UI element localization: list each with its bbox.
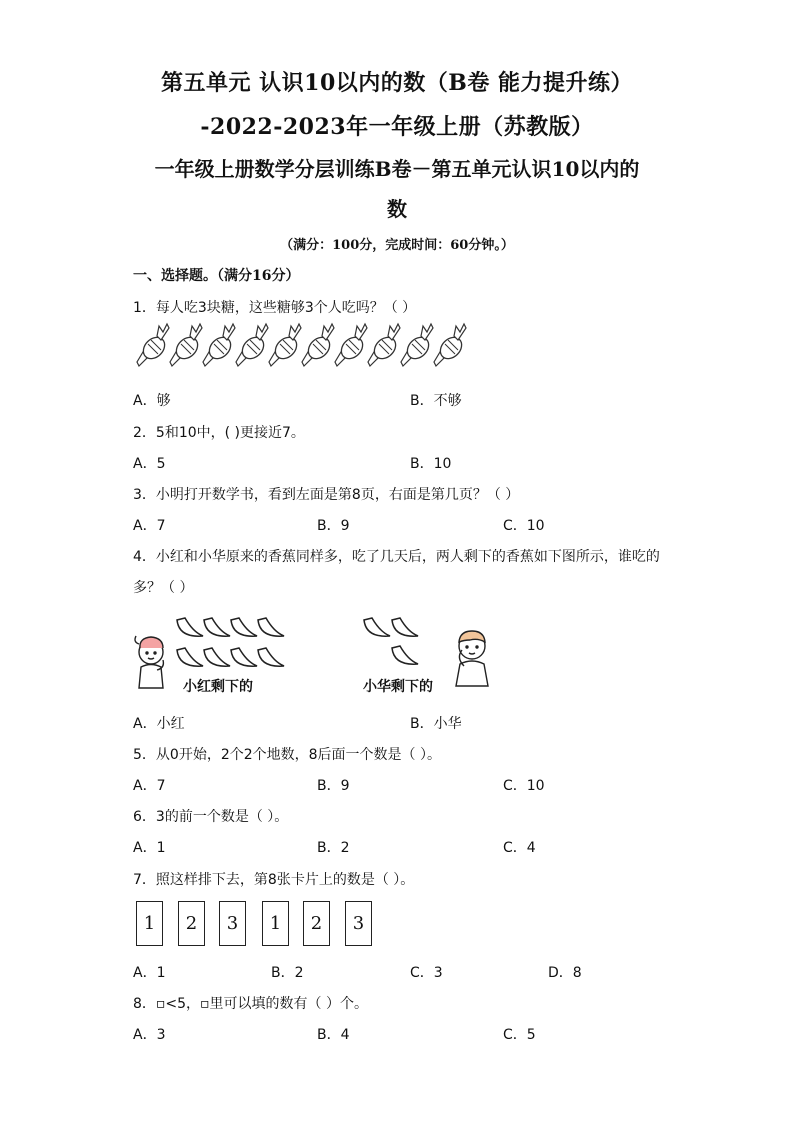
q8-option-a[interactable]: A．3 xyxy=(133,1027,166,1043)
question-3-text: 3．小明打开数学书，看到左面是第8页，右面是第几页？（ ） xyxy=(133,487,520,503)
candy-illustration xyxy=(135,322,475,378)
candy-icon xyxy=(137,324,169,366)
candy-svg xyxy=(135,322,475,374)
boy-icon xyxy=(456,631,488,686)
banana-icon xyxy=(231,618,257,636)
question-4-text-line2: 多？（ ） xyxy=(133,580,194,596)
q7-option-d[interactable]: D．8 xyxy=(548,965,582,981)
banana-icon xyxy=(177,618,203,636)
q4-option-a[interactable]: A．小红 xyxy=(133,716,185,732)
q7-option-c[interactable]: C．3 xyxy=(410,965,443,981)
number-card: 2 xyxy=(303,901,330,946)
banana-icon xyxy=(392,618,418,636)
candy-icon xyxy=(236,324,268,366)
question-1-text: 1．每人吃3块糖，这些糖够3个人吃吗？（ ） xyxy=(133,300,417,316)
page-title-line1: 第五单元 认识10以内的数（B卷 能力提升练） xyxy=(160,70,634,96)
banana-icon xyxy=(392,646,418,664)
banana-icon xyxy=(258,648,284,666)
question-5-text: 5．从0开始，2个2个地数，8后面一个数是（ ）。 xyxy=(133,747,441,763)
question-6-text: 6．3的前一个数是（ ）。 xyxy=(133,809,289,825)
number-card: 1 xyxy=(262,901,289,946)
candy-icon xyxy=(335,324,367,366)
banana-icon xyxy=(364,618,390,636)
q8-option-c[interactable]: C．5 xyxy=(503,1027,536,1043)
caption-xiaohua: 小华剩下的 xyxy=(363,679,433,695)
q7-option-b[interactable]: B．2 xyxy=(271,965,304,981)
q7-option-a[interactable]: A．1 xyxy=(133,965,166,981)
page-subtitle-line2: 数 xyxy=(387,197,407,221)
q3-option-a[interactable]: A．7 xyxy=(133,518,166,534)
candy-icon xyxy=(269,324,301,366)
q2-option-a[interactable]: A．5 xyxy=(133,456,166,472)
question-4-text-line1: 4．小红和小华原来的香蕉同样多，吃了几天后，两人剩下的香蕉如下图所示，谁吃的 xyxy=(133,549,660,565)
q5-option-c[interactable]: C．10 xyxy=(503,778,545,794)
number-card: 3 xyxy=(345,901,372,946)
girl-icon xyxy=(135,636,163,688)
question-7-text: 7．照这样排下去，第8张卡片上的数是（ ）。 xyxy=(133,872,415,888)
candy-icon xyxy=(170,324,202,366)
q5-option-b[interactable]: B．9 xyxy=(317,778,350,794)
q5-option-a[interactable]: A．7 xyxy=(133,778,166,794)
section-heading: 一、选择题。（满分16分） xyxy=(133,268,300,284)
candy-icon xyxy=(302,324,334,366)
q6-option-b[interactable]: B．2 xyxy=(317,840,350,856)
banana-icon xyxy=(204,618,230,636)
q8-option-b[interactable]: B．4 xyxy=(317,1027,350,1043)
banana-icon xyxy=(177,648,203,666)
number-card: 2 xyxy=(178,901,205,946)
page-subtitle-line1: 一年级上册数学分层训练B卷－第五单元认识10以内的 xyxy=(154,157,640,181)
q4-option-b[interactable]: B．小华 xyxy=(410,716,462,732)
score-time-note: （满分：100分，完成时间：60分钟。） xyxy=(280,238,514,253)
banana-icon xyxy=(231,648,257,666)
q2-option-b[interactable]: B．10 xyxy=(410,456,452,472)
candy-icon xyxy=(401,324,433,366)
question-8-text: 8．▫<5，▫里可以填的数有（ ）个。 xyxy=(133,996,368,1012)
q1-option-b[interactable]: B．不够 xyxy=(410,393,462,409)
caption-xiaohong: 小红剩下的 xyxy=(183,679,253,695)
q3-option-c[interactable]: C．10 xyxy=(503,518,545,534)
candy-icon xyxy=(368,324,400,366)
q6-option-a[interactable]: A．1 xyxy=(133,840,166,856)
question-2-text: 2．5和10中，( )更接近7。 xyxy=(133,425,305,441)
q3-option-b[interactable]: B．9 xyxy=(317,518,350,534)
page-title-line2: -2022-2023年一年级上册（苏教版） xyxy=(200,114,594,140)
candy-icon xyxy=(203,324,235,366)
candy-icon xyxy=(434,324,466,366)
q1-option-a[interactable]: A．够 xyxy=(133,393,171,409)
number-card: 1 xyxy=(136,901,163,946)
banana-icon xyxy=(258,618,284,636)
number-card: 3 xyxy=(219,901,246,946)
banana-icon xyxy=(204,648,230,666)
q6-option-c[interactable]: C．4 xyxy=(503,840,536,856)
